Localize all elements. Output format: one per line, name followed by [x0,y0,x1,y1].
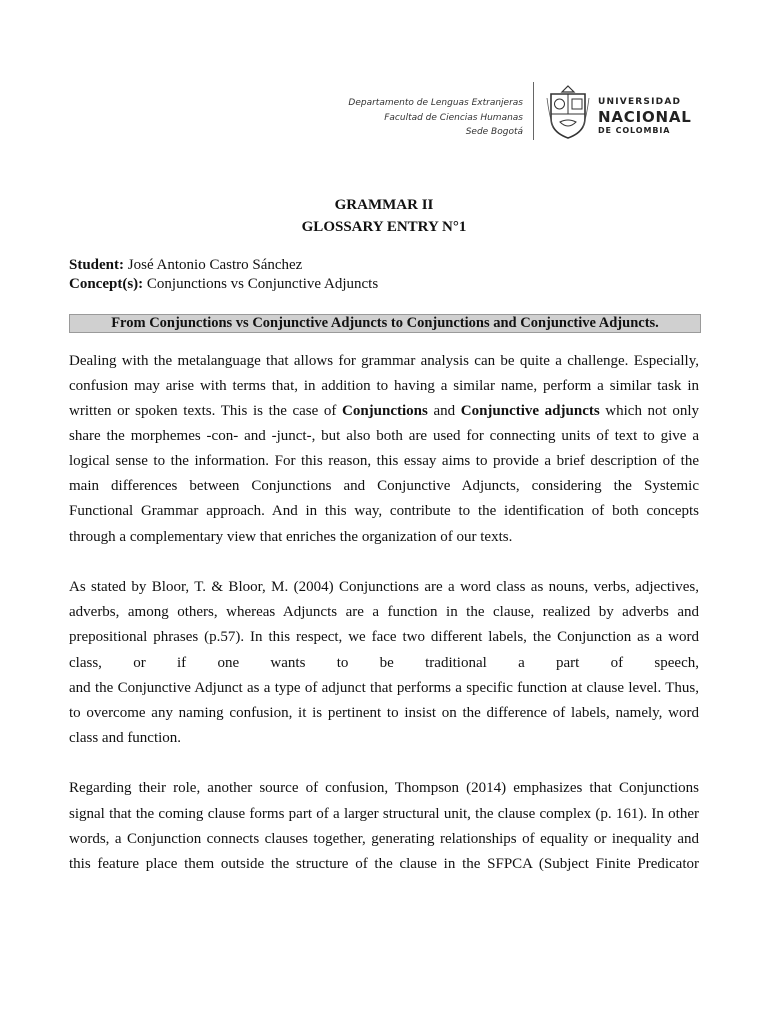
paragraph-1-line: confusion may arise with terms that, in addition to having a similar name, perform a similar task in [69,378,699,394]
department-name: Departamento de Lenguas Extranjeras [348,98,523,108]
university-line-1: UNIVERSIDAD [598,97,682,107]
paragraph-1-line: logical sense to the information. For this reason, this essay aims to provide a brief description of the [69,453,699,469]
section-heading-banner: From Conjunctions vs Conjunctive Adjuncts to Conjunctions and Conjunctive Adjuncts. [69,314,701,333]
paragraph-1-line: Functional Grammar approach. And in this way, contribute to the identification of both concepts [69,503,699,519]
paragraph-2-line: As stated by Bloor, T. & Bloor, M. (2004) Conjunctions are a word class as nouns, verbs, adjectives, [69,579,699,595]
document-subtitle: GLOSSARY ENTRY N°1 [301,219,467,235]
text-run: and [427,403,461,419]
paragraph-2-line: to overcome any naming confusion, it is pertinent to insist on the difference of labels, namely, word [69,705,699,721]
concept-label: Concept(s): [69,276,144,292]
term-conjunctive-adjuncts: Conjunctive adjuncts [460,403,600,419]
header-divider [533,82,534,140]
university-wordmark [598,97,692,136]
paragraph-2-line: class, or if one wants to be traditional a part of speech, [69,655,699,671]
paragraph-3-line: words, a Conjunction connects clauses together, generating relationships of equality or inequality and [69,831,699,847]
paragraph-2-line: prepositional phrases (p.57). In this respect, we face two different labels, the Conjunction as a word [69,629,699,645]
student-label: Student: [69,257,125,273]
university-line-3: DE COLOMBIA [598,126,671,135]
department-block [348,96,523,140]
paragraph-2-line: adverbs, among others, whereas Adjuncts are a function in the clause, realized by adverbs and [69,604,699,620]
concept-value: Conjunctions vs Conjunctive Adjuncts [143,276,379,292]
paragraph-1-line [69,402,699,420]
paragraph-1-line: Dealing with the metalanguage that allows for grammar analysis can be quite a challenge. Especially, [69,353,699,369]
paragraph-3-line: signal that the coming clause forms part of a larger structural unit, the clause complex (p. 161). In other [69,806,699,822]
student-line [69,257,302,274]
university-seal-icon [545,84,591,140]
text-run: which not only [599,403,699,419]
document-title: GRAMMAR II [334,197,434,213]
paragraph-1-line: share the morphemes -con- and -junct-, but also both are used for connecting units of text to give a [69,428,699,444]
text-run: written or spoken texts. This is the case of [69,403,342,419]
concept-line [69,276,378,293]
paragraph-3-line: Regarding their role, another source of confusion, Thompson (2014) emphasizes that Conjunctions [69,780,699,796]
paragraph-3-line: this feature place them outside the structure of the clause in the SFPCA (Subject Finite Predicator [69,856,699,872]
paragraph-2-line: class and function. [69,730,182,746]
paragraph-1-line: main differences between Conjunctions and Conjunctive Adjuncts, considering the Systemic [69,478,699,494]
paragraph-2-line: and the Conjunctive Adjunct as a type of adjunct that performs a specific function at clause level. Thus, [69,680,699,696]
paragraph-1-line: through a complementary view that enriches the organization of our texts. [69,529,513,545]
term-conjunctions: Conjunctions [342,403,428,419]
faculty-name: Facultad de Ciencias Humanas [384,112,523,123]
university-line-2: NACIONAL [598,108,692,126]
campus-name: Sede Bogotá [465,127,523,137]
student-value: José Antonio Castro Sánchez [124,257,303,273]
